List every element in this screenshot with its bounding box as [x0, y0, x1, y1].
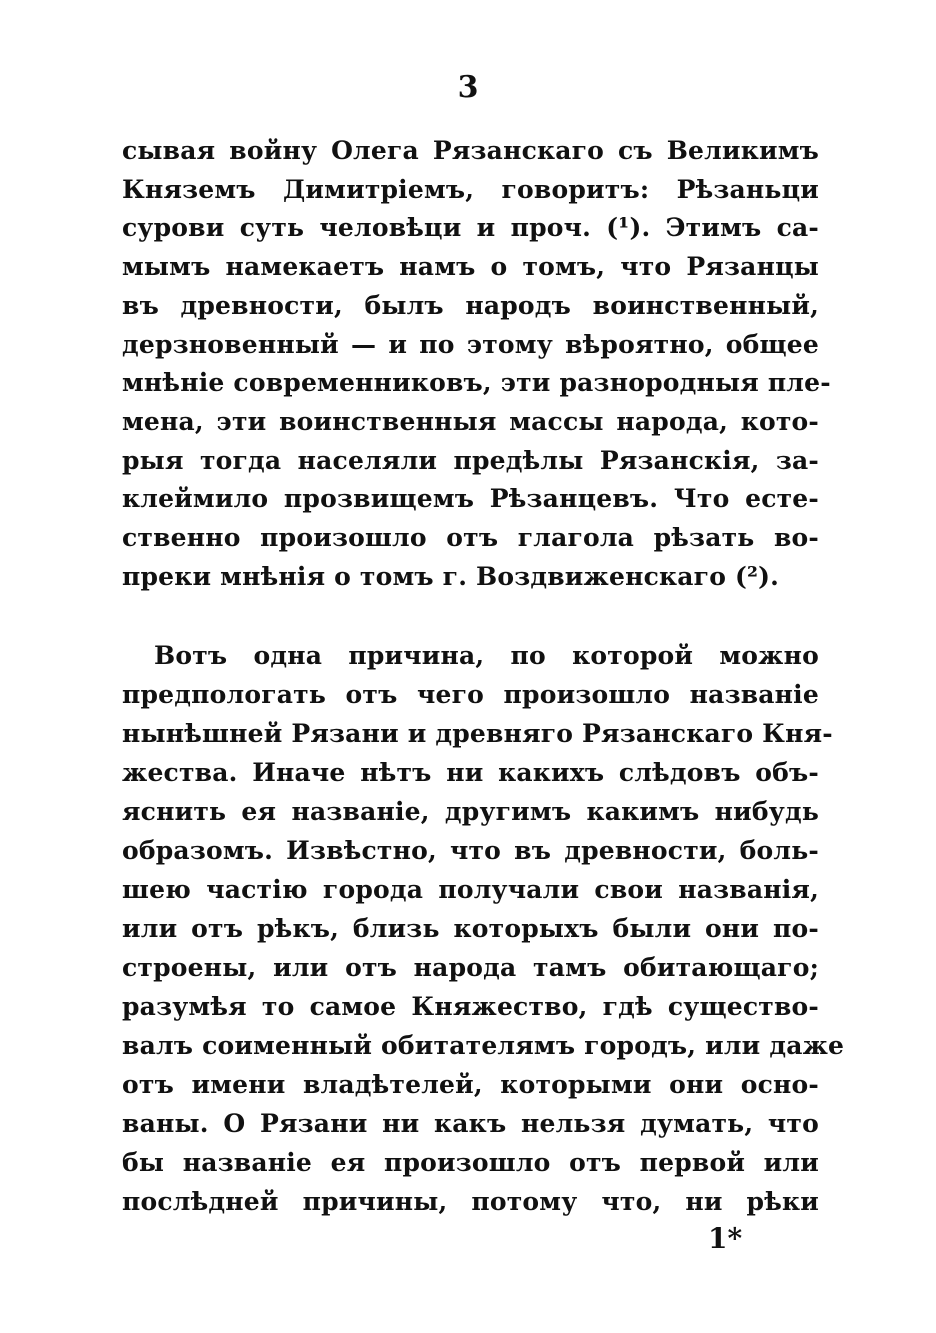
text-line: преки мнѣнія о томъ г. Воздвиженскаго (²).	[122, 561, 780, 591]
text-line: мымъ намекаетъ намъ о томъ, что Рязанцы	[122, 252, 819, 282]
text-line: дерзновенный — и по этому вѣроятно, общее	[122, 329, 819, 359]
text-line: шею частію города получали свои названія,	[122, 875, 819, 904]
text-line: яснить ея названіе, другимъ какимъ нибудь	[122, 797, 819, 826]
text-line: нынѣшней Рязани и древняго Рязанскаго Кня-	[122, 719, 833, 748]
text-line: Вотъ одна причина, по которой можно	[154, 641, 819, 670]
signature-mark: 1*	[708, 1222, 743, 1255]
text-line: сывая войну Олега Рязанскаго съ Великимъ	[122, 136, 819, 165]
text-line: ваны. О Рязани ни какъ нельзя думать, что	[122, 1109, 819, 1138]
text-line: сурови суть человѣци и проч. (¹). Этимъ са-	[122, 213, 819, 243]
text-line: разумѣя то самое Княжество, гдѣ существо-	[122, 992, 819, 1021]
text-line: рыя тогда населяли предѣлы Рязанскія, за-	[122, 445, 819, 475]
text-line: или отъ рѣкъ, близь которыхъ были они по-	[122, 914, 819, 943]
text-line: валъ соименный обитателямъ городъ, или даже	[122, 1031, 845, 1060]
text-line: послѣдней причины, потому что, ни рѣки	[122, 1187, 819, 1216]
text-line: ственно произошло отъ глагола рѣзать во-	[122, 523, 819, 552]
text-line: жества. Иначе нѣтъ ни какихъ слѣдовъ объ-	[122, 758, 819, 787]
text-line: въ древности, былъ народъ воинственный,	[122, 290, 819, 320]
text-line: мена, эти воинственныя массы народа, кото-	[122, 406, 819, 436]
text-line: клеймило прозвищемъ Рѣзанцевъ. Что есте-	[122, 484, 819, 514]
text-line: предпологать отъ чего произошло названіе	[122, 680, 819, 709]
text-line: образомъ. Извѣстно, что въ древности, боль-	[122, 836, 819, 865]
text-line: отъ имени владѣтелей, которыми они осно-	[122, 1070, 819, 1099]
text-line: Княземъ Димитріемъ, говоритъ: Рѣзаньци	[122, 174, 819, 204]
page-number: 3	[457, 70, 479, 105]
text-line: бы названіе ея произошло отъ первой или	[122, 1148, 819, 1177]
text-line: мнѣніе современниковъ, эти разнородныя пле-	[122, 368, 831, 398]
text-line: строены, или отъ народа тамъ обитающаго;	[122, 953, 819, 982]
